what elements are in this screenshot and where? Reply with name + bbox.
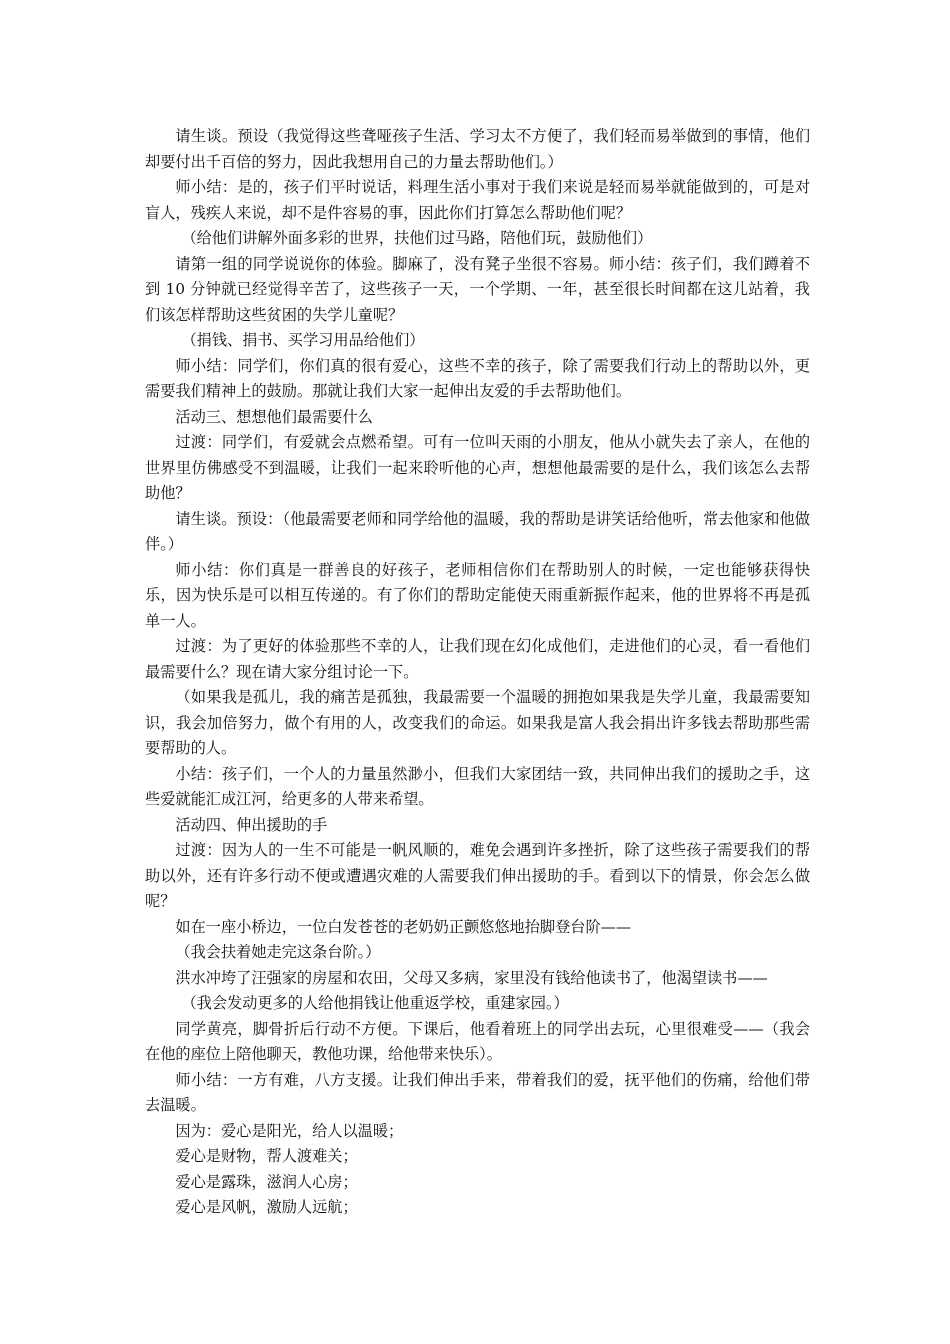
paragraph-love-sail: 爱心是风帆，激励人远航； bbox=[175, 1198, 358, 1216]
paragraph-love-dew: 爱心是露珠，滋润人心房； bbox=[175, 1172, 358, 1191]
heading-activity-four: 活动四、伸出援助的手 bbox=[175, 815, 328, 834]
paragraph-answer-help-blind: （给他们讲解外面多彩的世界，扶他们过马路，陪他们玩，鼓励他们） bbox=[181, 229, 653, 247]
paragraph-love-wealth: 爱心是财物，帮人渡难关； bbox=[175, 1147, 358, 1165]
paragraph-love-sunshine: 因为：爱心是阳光，给人以温暖； bbox=[175, 1121, 404, 1140]
paragraph-transition-group-discussion: 过渡：为了更好的体验那些不幸的人，让我们现在幻化成他们，走进他们的心灵，看一看他们最需要什么？现在请大家分组讨论一下。 bbox=[145, 637, 810, 681]
paragraph-student-answer-2: 请生谈。预设：（他最需要老师和同学给他的温暖，我的帮助是讲笑话给他听，常去他家和他做伴。） bbox=[145, 509, 810, 553]
paragraph-answer-if-i-were: （如果我是孤儿，我的痛苦是孤独，我最需要一个温暖的拥抱如果我是失学儿童，我最需要知识，我会加倍努力，做个有用的人，改变我们的命运。如果我是富人我会捐出许多钱去帮助那些需要帮助的人。 bbox=[145, 688, 810, 757]
paragraph-scenario-flood: 洪水冲垮了汪强家的房屋和农田，父母又多病，家里没有钱给他读书了，他渴望读书—— bbox=[175, 968, 768, 987]
paragraph-teacher-summary-4: 师小结：一方有难，八方支援。让我们伸出手来，带着我们的爱，抚平他们的伤痛，给他们带去温暖。 bbox=[145, 1070, 810, 1114]
paragraph-answer-grandma: （我会扶着她走完这条台阶。） bbox=[175, 943, 381, 961]
paragraph-answer-flood: （我会发动更多的人给他捐钱让他重返学校，重建家园。） bbox=[181, 994, 569, 1012]
paragraph-scenario-classmate: 同学黄亮，脚骨折后行动不方便。下课后，他看着班上的同学出去玩，心里很难受——（我会在他的座位上陪他聊天，教他功课，给他带来快乐）。 bbox=[145, 1019, 810, 1063]
paragraph-answer-donate: （捐钱、捐书、买学习用品给他们） bbox=[181, 331, 425, 349]
paragraph-student-answer-1: 请生谈。预设（我觉得这些聋哑孩子生活、学习太不方便了，我们轻而易举做到的事情，他们却要付出千百倍的努力，因此我想用自己的力量去帮助他们。） bbox=[145, 127, 810, 171]
paragraph-teacher-summary-1: 师小结：是的，孩子们平时说话，料理生活小事对于我们来说是轻而易举就能做到的，可是对盲人，残疾人来说，却不是件容易的事，因此你们打算怎么帮助他们呢？ bbox=[145, 178, 810, 222]
paragraph-scenario-grandma: 如在一座小桥边，一位白发苍苍的老奶奶正颤悠悠地抬脚登台阶—— bbox=[175, 917, 632, 936]
paragraph-teacher-summary-2: 师小结：同学们，你们真的很有爱心，这些不幸的孩子，除了需要我们行动上的帮助以外，更需要我们精神上的鼓励。那就让我们大家一起伸出友爱的手去帮助他们。 bbox=[145, 356, 810, 400]
paragraph-transition-scenarios: 过渡：因为人的一生不可能是一帆风顺的，难免会遇到许多挫折，除了这些孩子需要我们的帮助以外，还有许多行动不便或遭遇灾难的人需要我们伸出援助的手。看到以下的情景，你会怎么做呢？ bbox=[145, 841, 810, 910]
paragraph-summary-unity: 小结：孩子们，一个人的力量虽然渺小，但我们大家团结一致，共同伸出我们的援助之手，这些爱就能汇成江河，给更多的人带来希望。 bbox=[145, 764, 810, 808]
paragraph-transition-tianyu: 过渡：同学们，有爱就会点燃希望。可有一位叫天雨的小朋友，他从小就失去了亲人，在他的世界里仿佛感受不到温暖，让我们一起来聆听他的心声，想想他最需要的是什么，我们该怎么去帮助他？ bbox=[145, 433, 810, 502]
heading-activity-three: 活动三、想想他们最需要什么 bbox=[175, 407, 373, 426]
paragraph-group-experience: 请第一组的同学说说你的体验。脚麻了，没有凳子坐很不容易。师小结：孩子们，我们蹲着不到 10 分钟就已经觉得辛苦了，这些孩子一天，一个学期、一年，甚至很长时间都在这儿站着，我们该怎样帮助这些贫困的失学儿童呢？ bbox=[145, 254, 810, 324]
paragraph-teacher-summary-3: 师小结：你们真是一群善良的好孩子，老师相信你们在帮助别人的时候，一定也能够获得快乐，因为快乐是可以相互传递的。有了你们的帮助定能使天雨重新振作起来，他的世界将不再是孤单一人。 bbox=[145, 560, 810, 630]
document-page bbox=[145, 124, 810, 1221]
